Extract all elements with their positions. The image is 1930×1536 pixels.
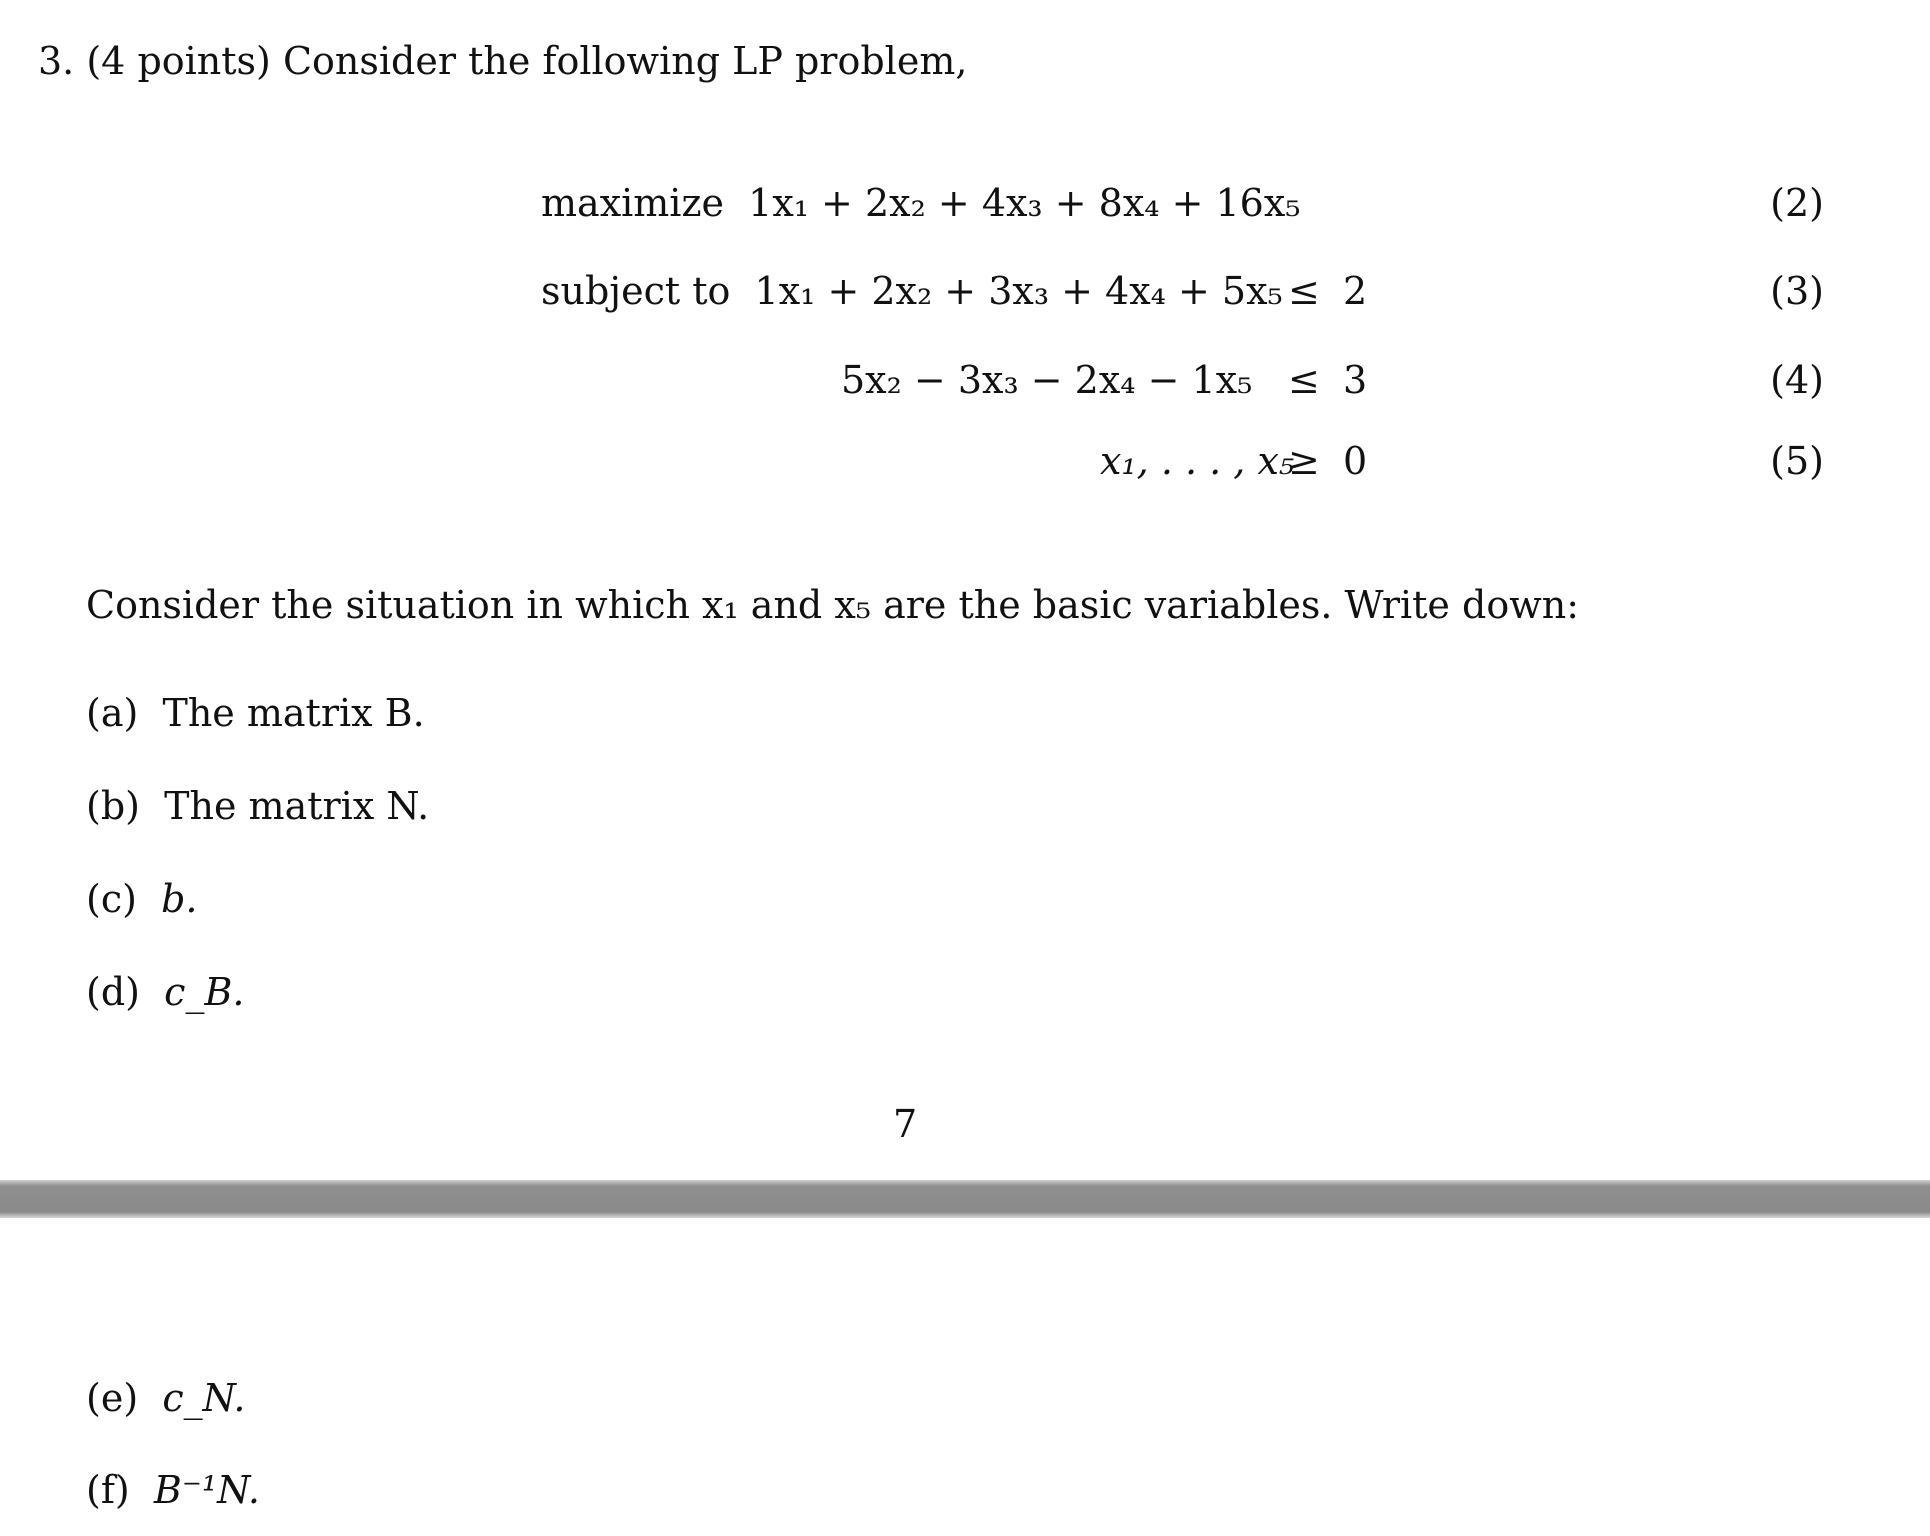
equation-label: (3) (1770, 269, 1824, 313)
item-text: The matrix B. (162, 691, 425, 735)
list-item (86, 969, 244, 1015)
constraint1-rhs: 2 (1343, 269, 1368, 313)
list-item (86, 690, 425, 736)
nonneg-rhs: 0 (1343, 439, 1368, 483)
constraint2-rhs: 3 (1343, 358, 1368, 402)
objective-keyword: maximize (541, 181, 724, 225)
item-label: (c) (86, 877, 137, 921)
equation-label: (2) (1770, 181, 1824, 225)
item-text: c_N. (162, 1376, 246, 1420)
nonneg-lhs: x₁, . . . , x₅ (1100, 439, 1295, 483)
item-label: (d) (86, 970, 140, 1014)
list-item (86, 1467, 260, 1513)
item-label: (a) (86, 691, 139, 735)
constraint2-op: ≤ (1288, 358, 1320, 402)
objective-row (541, 180, 1301, 226)
constraint-keyword: subject to (541, 269, 731, 313)
item-label: (e) (86, 1376, 139, 1420)
item-text: c_B. (164, 970, 245, 1014)
item-label: (b) (86, 784, 140, 828)
question-number: 3. (38, 39, 75, 83)
list-item (86, 876, 198, 922)
page-number: 7 (893, 1102, 918, 1146)
constraint1-op: ≤ (1288, 269, 1320, 313)
item-text: The matrix N. (164, 784, 430, 828)
objective-expression: 1x₁ + 2x₂ + 4x₃ + 8x₄ + 16x₅ (748, 181, 1301, 225)
equation-label: (5) (1770, 439, 1824, 483)
question-text: Consider the following LP problem, (282, 39, 968, 83)
question-header (38, 38, 967, 84)
page-separator (0, 1180, 1930, 1218)
constraint1-row (541, 268, 1283, 314)
item-label: (f) (86, 1468, 130, 1512)
question-points: (4 points) (86, 39, 271, 83)
constraint1-lhs: 1x₁ + 2x₂ + 3x₃ + 4x₄ + 5x₅ (754, 269, 1283, 313)
equation-label: (4) (1770, 358, 1824, 402)
list-item (86, 1375, 246, 1421)
nonneg-op: ≥ (1288, 439, 1320, 483)
item-text: b. (161, 877, 198, 921)
prompt-text: Consider the situation in which x₁ and x₅ are the basic variables. Write down: (86, 583, 1580, 627)
item-text: B⁻¹N. (153, 1468, 261, 1512)
constraint2-lhs: 5x₂ − 3x₃ − 2x₄ − 1x₅ (841, 358, 1253, 402)
list-item (86, 783, 429, 829)
